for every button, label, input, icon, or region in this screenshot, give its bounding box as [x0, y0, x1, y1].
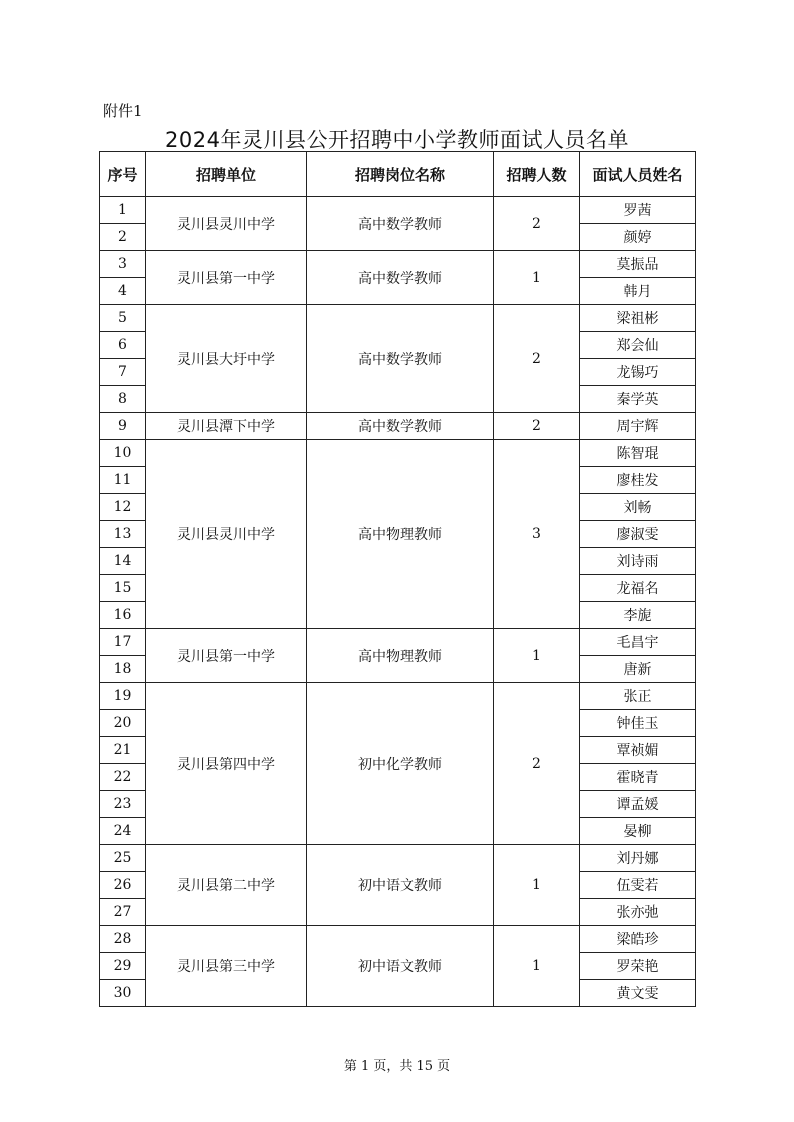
table-row	[100, 197, 696, 224]
seq-cell: 21	[100, 737, 146, 764]
name-cell: 秦学英	[580, 386, 696, 413]
seq-cell: 24	[100, 818, 146, 845]
interview-roster-table	[99, 151, 696, 1007]
count-cell: 1	[494, 926, 580, 1007]
table-row	[100, 683, 696, 710]
name-cell: 陈智琨	[580, 440, 696, 467]
name-cell: 霍晓青	[580, 764, 696, 791]
unit-cell: 灵川县大圩中学	[146, 305, 307, 413]
unit-cell: 灵川县灵川中学	[146, 440, 307, 629]
name-cell: 罗茜	[580, 197, 696, 224]
count-cell: 1	[494, 251, 580, 305]
seq-cell: 18	[100, 656, 146, 683]
name-cell: 钟佳玉	[580, 710, 696, 737]
name-cell: 梁祖彬	[580, 305, 696, 332]
seq-cell: 19	[100, 683, 146, 710]
seq-cell: 29	[100, 953, 146, 980]
name-cell: 张亦弛	[580, 899, 696, 926]
seq-cell: 16	[100, 602, 146, 629]
seq-cell: 7	[100, 359, 146, 386]
seq-cell: 17	[100, 629, 146, 656]
name-cell: 梁皓珍	[580, 926, 696, 953]
name-cell: 谭孟媛	[580, 791, 696, 818]
attachment-label: 附件1	[103, 102, 143, 120]
seq-cell: 3	[100, 251, 146, 278]
table-row	[100, 440, 696, 467]
count-cell: 2	[494, 413, 580, 440]
seq-cell: 6	[100, 332, 146, 359]
name-cell: 莫振品	[580, 251, 696, 278]
table-row	[100, 251, 696, 278]
seq-cell: 5	[100, 305, 146, 332]
seq-cell: 23	[100, 791, 146, 818]
unit-cell: 灵川县灵川中学	[146, 197, 307, 251]
name-cell: 周宇辉	[580, 413, 696, 440]
unit-cell: 灵川县第二中学	[146, 845, 307, 926]
name-cell: 颜婷	[580, 224, 696, 251]
count-cell: 2	[494, 305, 580, 413]
page-footer: 第 1 页，共 15 页	[343, 1059, 451, 1074]
seq-cell: 22	[100, 764, 146, 791]
unit-cell: 灵川县第一中学	[146, 251, 307, 305]
name-cell: 覃祯媚	[580, 737, 696, 764]
position-cell: 初中语文教师	[307, 845, 494, 926]
header-names: 面试人员姓名	[580, 152, 696, 197]
name-cell: 廖桂发	[580, 467, 696, 494]
seq-cell: 8	[100, 386, 146, 413]
seq-cell: 13	[100, 521, 146, 548]
position-cell: 初中语文教师	[307, 926, 494, 1007]
seq-cell: 26	[100, 872, 146, 899]
position-cell: 高中物理教师	[307, 629, 494, 683]
count-cell: 2	[494, 683, 580, 845]
seq-cell: 2	[100, 224, 146, 251]
name-cell: 黄文雯	[580, 980, 696, 1007]
position-cell: 初中化学教师	[307, 683, 494, 845]
document-title: 2024年灵川县公开招聘中小学教师面试人员名单	[165, 128, 629, 152]
header-seq: 序号	[100, 152, 146, 197]
name-cell: 刘诗雨	[580, 548, 696, 575]
name-cell: 韩月	[580, 278, 696, 305]
name-cell: 张正	[580, 683, 696, 710]
header-unit: 招聘单位	[146, 152, 307, 197]
unit-cell: 灵川县第四中学	[146, 683, 307, 845]
table-row	[100, 305, 696, 332]
name-cell: 廖淑雯	[580, 521, 696, 548]
count-cell: 1	[494, 629, 580, 683]
seq-cell: 25	[100, 845, 146, 872]
seq-cell: 14	[100, 548, 146, 575]
position-cell: 高中数学教师	[307, 197, 494, 251]
table-row	[100, 413, 696, 440]
name-cell: 郑会仙	[580, 332, 696, 359]
name-cell: 刘丹娜	[580, 845, 696, 872]
seq-cell: 1	[100, 197, 146, 224]
name-cell: 伍雯若	[580, 872, 696, 899]
seq-cell: 4	[100, 278, 146, 305]
count-cell: 1	[494, 845, 580, 926]
position-cell: 高中数学教师	[307, 413, 494, 440]
seq-cell: 15	[100, 575, 146, 602]
seq-cell: 28	[100, 926, 146, 953]
header-count: 招聘人数	[494, 152, 580, 197]
table-row	[100, 629, 696, 656]
name-cell: 李旎	[580, 602, 696, 629]
seq-cell: 11	[100, 467, 146, 494]
seq-cell: 20	[100, 710, 146, 737]
name-cell: 毛昌宇	[580, 629, 696, 656]
header-position: 招聘岗位名称	[307, 152, 494, 197]
seq-cell: 9	[100, 413, 146, 440]
table-body	[100, 197, 696, 1007]
table-row	[100, 926, 696, 953]
seq-cell: 30	[100, 980, 146, 1007]
unit-cell: 灵川县第一中学	[146, 629, 307, 683]
count-cell: 3	[494, 440, 580, 629]
name-cell: 刘畅	[580, 494, 696, 521]
position-cell: 高中数学教师	[307, 305, 494, 413]
unit-cell: 灵川县第三中学	[146, 926, 307, 1007]
seq-cell: 27	[100, 899, 146, 926]
table-header-row	[100, 152, 696, 197]
position-cell: 高中数学教师	[307, 251, 494, 305]
unit-cell: 灵川县潭下中学	[146, 413, 307, 440]
seq-cell: 10	[100, 440, 146, 467]
position-cell: 高中物理教师	[307, 440, 494, 629]
name-cell: 罗荣艳	[580, 953, 696, 980]
name-cell: 龙福名	[580, 575, 696, 602]
name-cell: 龙锡巧	[580, 359, 696, 386]
name-cell: 唐新	[580, 656, 696, 683]
seq-cell: 12	[100, 494, 146, 521]
name-cell: 晏柳	[580, 818, 696, 845]
table-row	[100, 845, 696, 872]
count-cell: 2	[494, 197, 580, 251]
